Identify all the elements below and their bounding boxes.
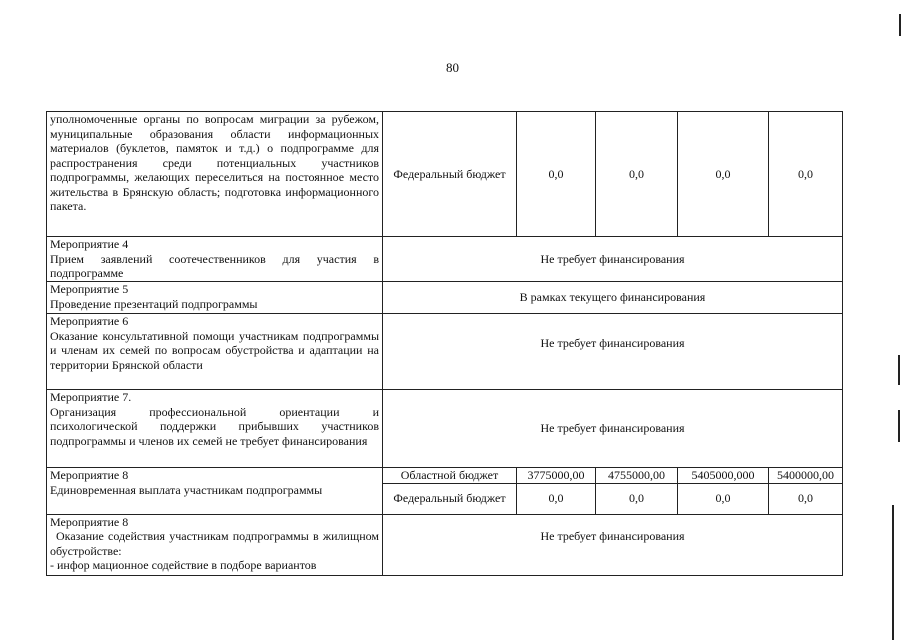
table-row — [47, 112, 843, 237]
activity-text: Прием заявлений соотечественников для участия в подпрограмме — [50, 251, 379, 280]
scan-edge-mark — [898, 355, 900, 385]
financing-note: В рамках текущего финансирования — [383, 282, 843, 314]
funding-source: Федеральный бюджет — [383, 483, 517, 514]
value-cell: 5400000,00 — [769, 468, 843, 484]
activity-text: уполномоченные органы по вопросам миграции за рубежом, муниципальные образования области информационных материалов (буклетов, памяток и т.д.) о подпрограмме для распространения среди потенциальных участников подпрограммы, желающих переселиться на постоянное место жительства в Брянскую область; подготовка информационного пакета. — [50, 112, 379, 213]
value-cell: 5405000,000 — [678, 468, 769, 484]
activity-text: Единовременная выплата участникам подпрограммы — [50, 482, 323, 497]
activity-text: Организация профессиональной ориентации и психологической поддержки прибывших участников подпрограммы и членов их семей не требует финансирования — [50, 404, 379, 448]
activity-title: Мероприятие 8 — [50, 514, 129, 529]
activity-text: - инфор мационное содействие в подборе вариантов — [50, 558, 317, 572]
table-row — [47, 237, 843, 282]
financing-table — [46, 111, 843, 576]
activity-description — [47, 282, 383, 314]
value-cell: 3775000,00 — [517, 468, 596, 484]
value-cell: 0,0 — [769, 112, 843, 237]
activity-description — [47, 314, 383, 390]
value-cell: 0,0 — [517, 483, 596, 514]
value-cell: 0,0 — [596, 112, 678, 237]
activity-text: Оказание содействия участникам подпрограммы в жилищном обустройстве: — [50, 529, 379, 558]
value-cell: 0,0 — [596, 483, 678, 514]
financing-note: Не требует финансирования — [383, 514, 843, 575]
scan-edge-mark — [898, 410, 900, 442]
page-number: 80 — [446, 60, 459, 75]
activity-description — [47, 112, 383, 237]
activity-description — [47, 468, 383, 515]
table-row — [47, 282, 843, 314]
funding-source: Федеральный бюджет — [383, 112, 517, 237]
activity-description — [47, 514, 383, 575]
activity-text: Проведение презентаций подпрограммы — [50, 296, 258, 311]
activity-title: Мероприятие 5 — [50, 282, 129, 296]
activity-title: Мероприятие 7. — [50, 390, 132, 404]
value-cell: 0,0 — [678, 483, 769, 514]
table-row — [47, 390, 843, 468]
activity-title: Мероприятие 8 — [50, 468, 129, 482]
table-row — [47, 314, 843, 390]
activity-description — [47, 237, 383, 282]
table-row — [47, 468, 843, 484]
scan-edge-mark — [899, 14, 901, 36]
funding-source: Областной бюджет — [383, 468, 517, 484]
activity-description — [47, 390, 383, 468]
activity-title: Мероприятие 4 — [50, 237, 129, 251]
activity-title: Мероприятие 6 — [50, 314, 129, 328]
financing-note: Не требует финансирования — [383, 314, 843, 390]
financing-note: Не требует финансирования — [383, 390, 843, 468]
value-cell: 0,0 — [517, 112, 596, 237]
activity-text: Оказание консультативной помощи участникам подпрограммы и членам их семей по вопросам обустройства и адаптации на территории Брянской области — [50, 328, 379, 372]
value-cell: 0,0 — [678, 112, 769, 237]
value-cell: 4755000,00 — [596, 468, 678, 484]
financing-note: Не требует финансирования — [383, 237, 843, 282]
table-row — [47, 514, 843, 575]
scan-edge-mark — [892, 505, 894, 640]
value-cell: 0,0 — [769, 483, 843, 514]
